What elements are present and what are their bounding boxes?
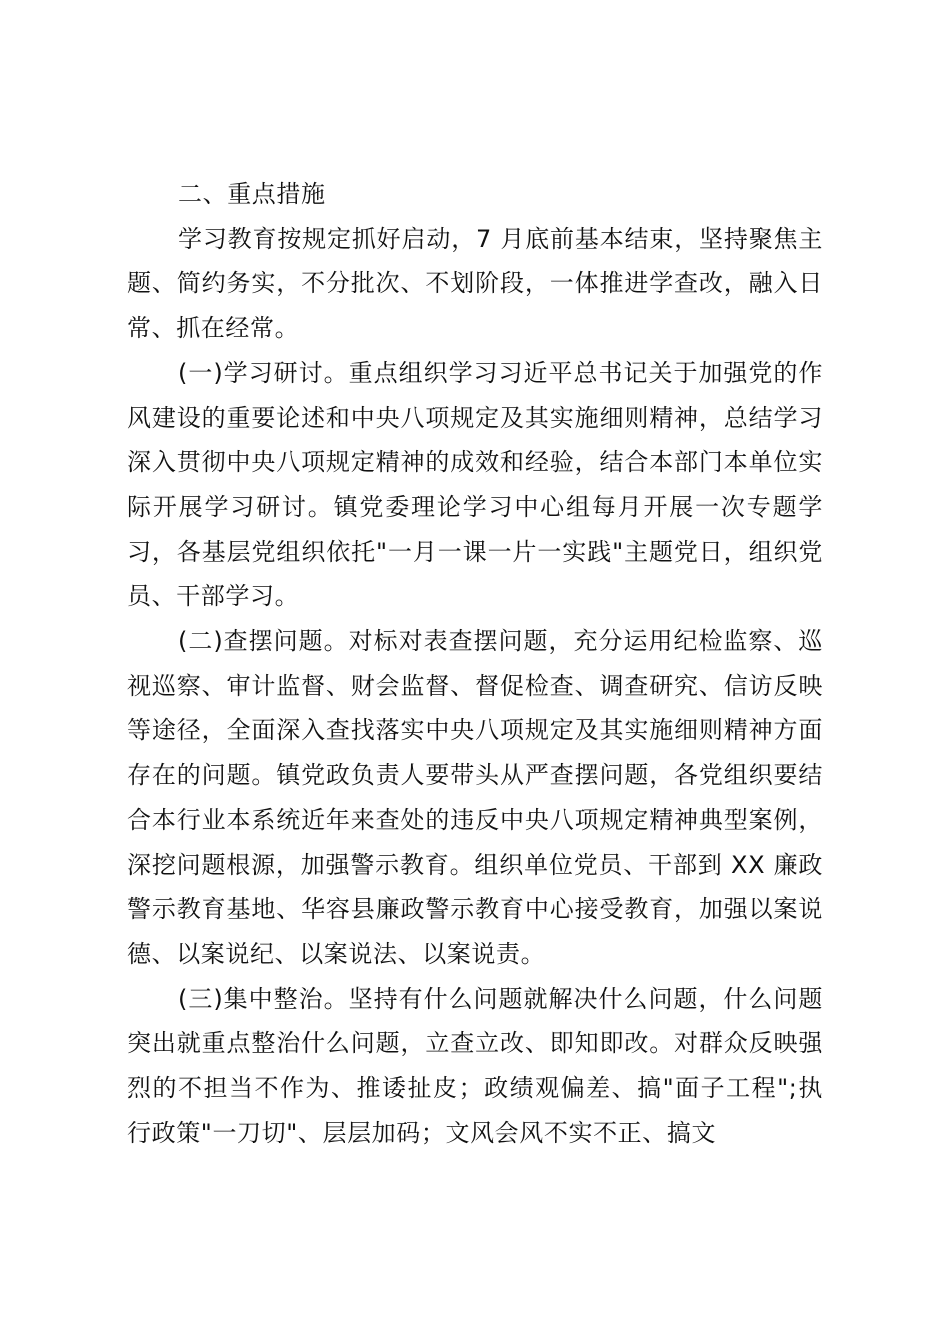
- paragraph-rectification: (三)集中整治。坚持有什么问题就解决什么问题，什么问题突出就重点整治什么问题，立查立改、即知即改。对群众反映强烈的不担当不作为、推诿扯皮；政绩观偏差、搞"面子工程";执行政策"一刀切"、层层加码；文风会风不实不正、搞文: [127, 984, 823, 1147]
- paragraph-study-discussion: (一)学习研讨。重点组织学习习近平总书记关于加强党的作风建设的重要论述和中央八项规定及其实施细则精神，总结学习深入贯彻中央八项规定精神的成效和经验，结合本部门本单位实际开展学习研讨。镇党委理论学习中心组每月开展一次专题学习，各基层党组织依托"一月一课一片一实践"主题党日，组织党员、干部学习。: [127, 358, 823, 611]
- paragraph-intro: 学习教育按规定抓好启动，7 月底前基本结束，坚持聚焦主题、简约务实，不分批次、不划阶段，一体推进学查改，融入日常、抓在经常。: [127, 224, 823, 343]
- paragraph-identify-problems: (二)查摆问题。对标对表查摆问题，充分运用纪检监察、巡视巡察、审计监督、财会监督、督促检查、调查研究、信访反映等途径，全面深入查找落实中央八项规定及其实施细则精神方面存在的问题。镇党政负责人要带头从严查摆问题，各党组织要结合本行业本系统近年来查处的违反中央八项规定精神典型案例，深挖问题根源，加强警示教育。组织单位党员、干部到 XX 廉政警示教育基地、华容县廉政警示教育中心接受教育，加强以案说德、以案说纪、以案说法、以案说责。: [127, 627, 823, 968]
- document-body: [127, 172, 823, 1155]
- section-heading: 二、重点措施: [178, 180, 326, 208]
